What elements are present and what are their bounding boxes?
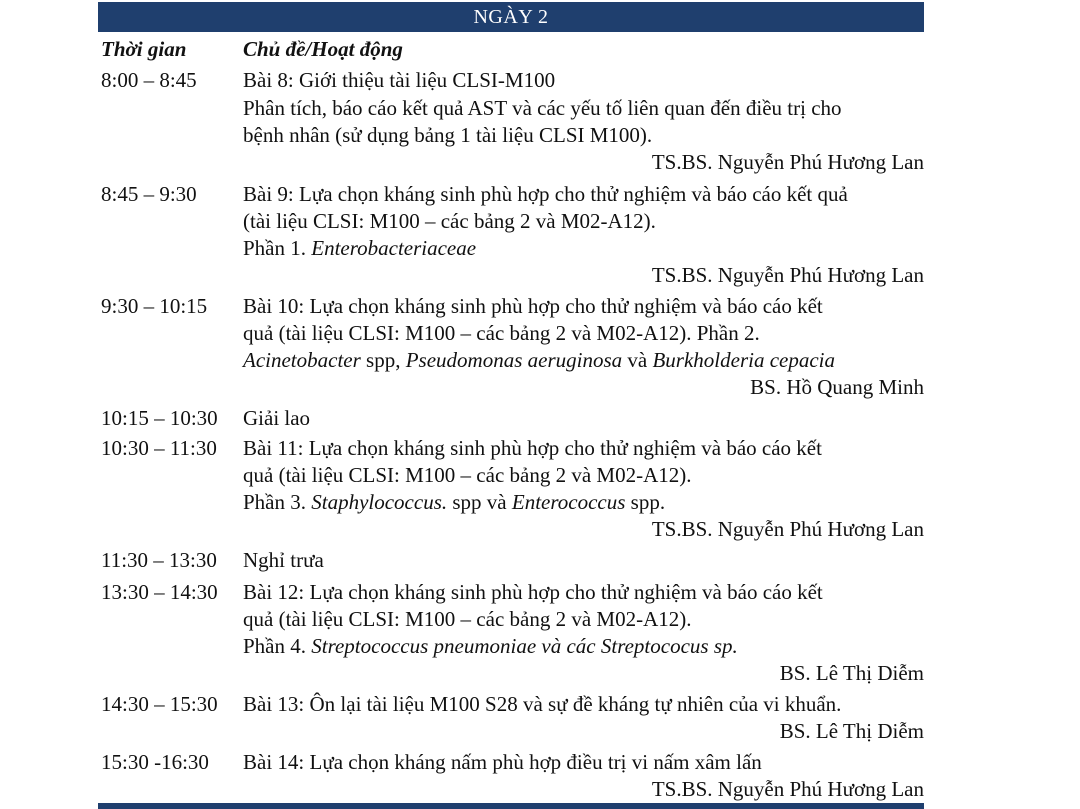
session-speaker: BS. Lê Thị Diễm [779, 661, 924, 685]
session-description: (tài liệu CLSI: M100 – các bảng 2 và M02-A12). [243, 209, 656, 233]
session-speaker: BS. Hồ Quang Minh [750, 375, 924, 399]
session-time: 11:30 – 13:30 [101, 548, 217, 572]
session-title: Bài 12: Lựa chọn kháng sinh phù hợp cho thử nghiệm và báo cáo kết [243, 580, 823, 604]
session-description: Phân tích, báo cáo kết quả AST và các yếu tố liên quan đến điều trị cho [243, 96, 842, 120]
footer-bar [98, 803, 924, 809]
part-label: Phần 1. [243, 236, 312, 260]
part-label: Phần 3. [243, 490, 312, 514]
session-title: Bài 13: Ôn lại tài liệu M100 S28 và sự đề kháng tự nhiên của vi khuẩn. [243, 692, 842, 716]
session-time: 13:30 – 14:30 [101, 580, 218, 604]
organism-name: Enterobacteriaceae [311, 236, 477, 260]
session-title: Bài 11: Lựa chọn kháng sinh phù hợp cho thử nghiệm và báo cáo kết [243, 436, 822, 460]
session-time: 9:30 – 10:15 [101, 294, 208, 318]
organism-connector: spp, [360, 348, 406, 372]
session-description: quả (tài liệu CLSI: M100 – các bảng 2 và M02-A12). Phần 2. [243, 321, 760, 345]
session-time: 8:00 – 8:45 [101, 68, 197, 92]
session-title: Nghỉ trưa [243, 548, 324, 572]
part-label: Phần 4. [243, 634, 312, 658]
session-description: quả (tài liệu CLSI: M100 – các bảng 2 và M02-A12). [243, 463, 692, 487]
session-time: 14:30 – 15:30 [101, 692, 218, 716]
organism-connector: spp. [625, 490, 666, 514]
session-title: Bài 8: Giới thiệu tài liệu CLSI-M100 [243, 68, 556, 92]
session-part [243, 234, 476, 262]
session-speaker: BS. Lê Thị Diễm [779, 719, 924, 743]
time-column-header: Thời gian [101, 37, 187, 61]
organism-name: Burkholderia cepacia [652, 348, 836, 372]
session-time: 15:30 -16:30 [101, 750, 209, 774]
session-part [243, 488, 665, 516]
session-title: Bài 14: Lựa chọn kháng nấm phù hợp điều trị vi nấm xâm lấn [243, 750, 762, 774]
session-organisms [243, 346, 835, 374]
session-title: Giải lao [243, 406, 311, 430]
organism-name: Staphylococcus. [311, 490, 448, 514]
session-time: 10:15 – 10:30 [101, 406, 218, 430]
session-part [243, 632, 738, 660]
organism-name: Streptococcus pneumoniae và các Streptococus sp. [311, 634, 738, 658]
session-time: 10:30 – 11:30 [101, 436, 217, 460]
organism-name: Pseudomonas aeruginosa [405, 348, 623, 372]
organism-name: Enterococcus [511, 490, 626, 514]
session-speaker: TS.BS. Nguyễn Phú Hương Lan [651, 150, 924, 174]
session-speaker: TS.BS. Nguyễn Phú Hương Lan [651, 517, 924, 541]
organism-name: Acinetobacter [243, 348, 361, 372]
organism-connector: spp và [447, 490, 512, 514]
session-speaker: TS.BS. Nguyễn Phú Hương Lan [651, 263, 924, 287]
session-description: bệnh nhân (sử dụng bảng 1 tài liệu CLSI M100). [243, 123, 653, 147]
session-description: quả (tài liệu CLSI: M100 – các bảng 2 và M02-A12). [243, 607, 692, 631]
session-title: Bài 10: Lựa chọn kháng sinh phù hợp cho thử nghiệm và báo cáo kết [243, 294, 823, 318]
session-time: 8:45 – 9:30 [101, 182, 197, 206]
topic-column-header: Chủ đề/Hoạt động [243, 37, 403, 61]
session-title: Bài 9: Lựa chọn kháng sinh phù hợp cho thử nghiệm và báo cáo kết quả [243, 182, 848, 206]
session-speaker: TS.BS. Nguyễn Phú Hương Lan [651, 777, 924, 801]
organism-connector: và [622, 348, 653, 372]
day-header: NGÀY 2 [98, 2, 924, 32]
